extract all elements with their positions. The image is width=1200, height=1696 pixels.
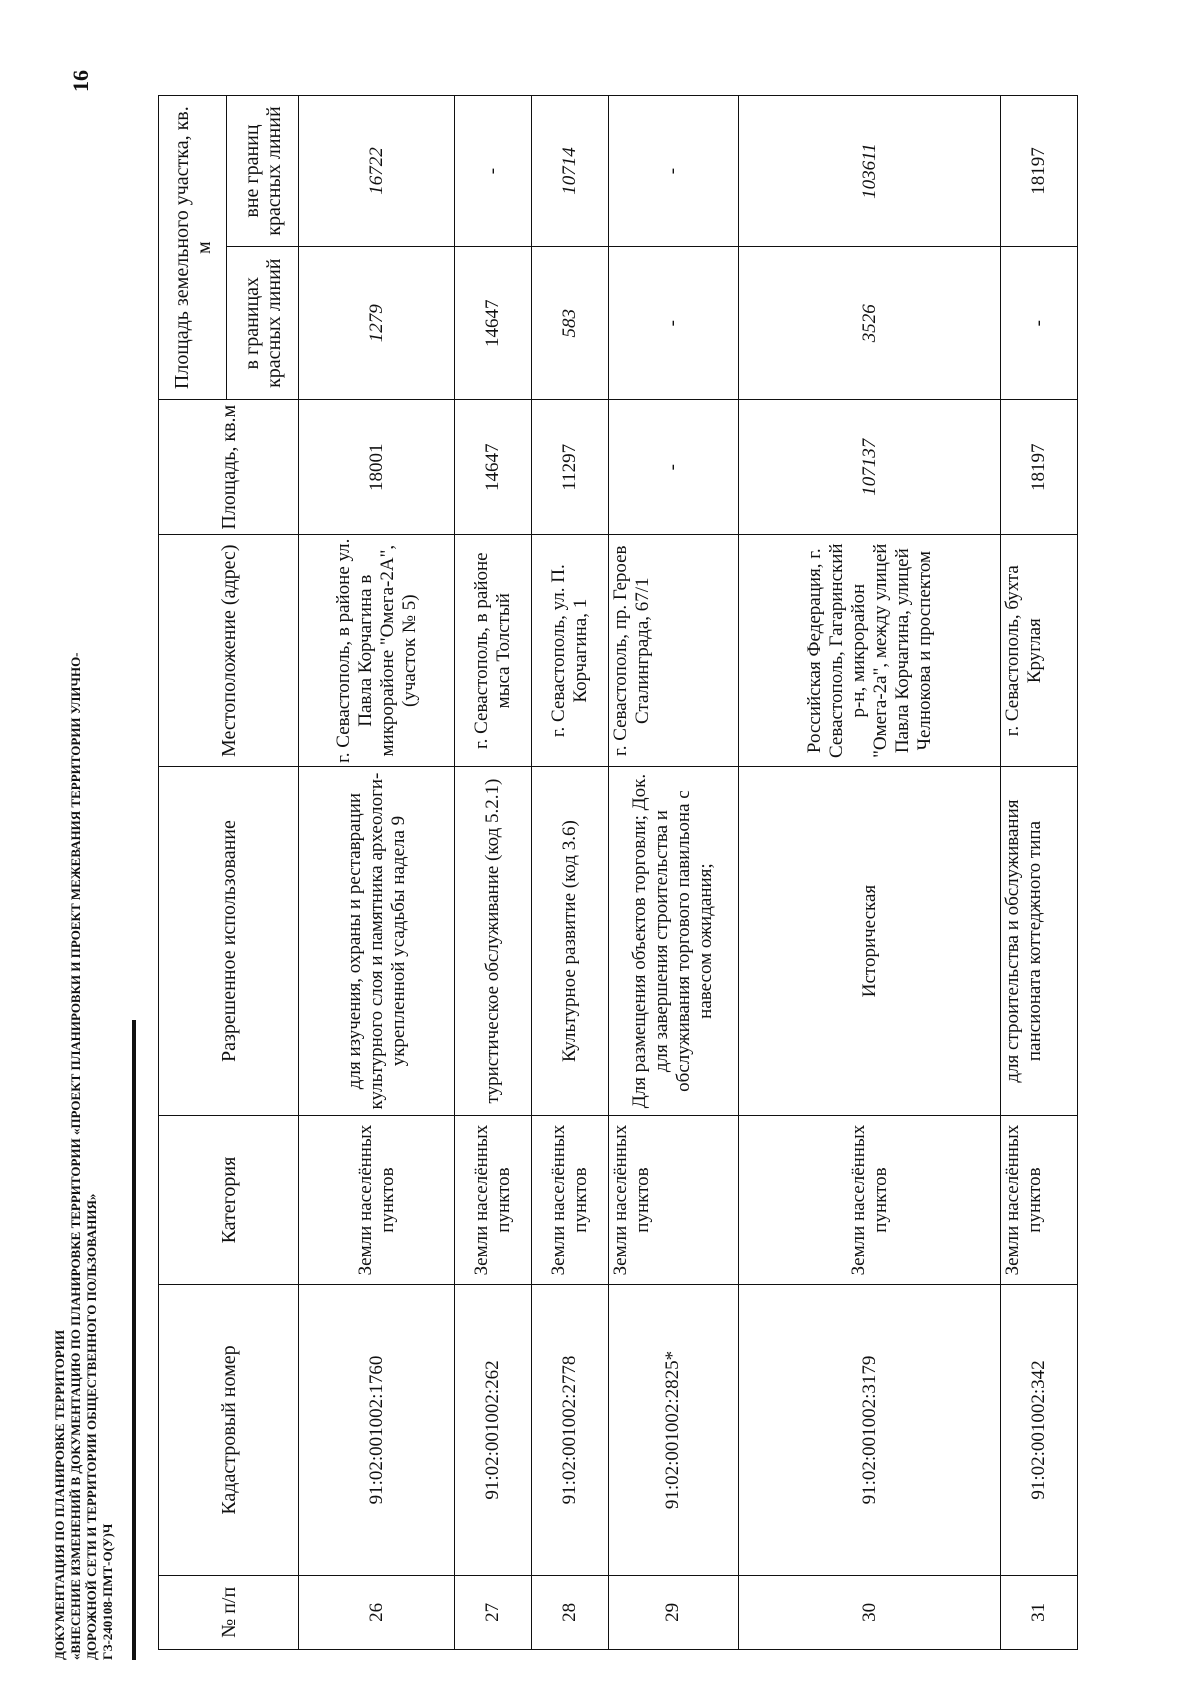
table-row: [455, 96, 532, 1650]
cell-area: 107137: [739, 400, 1001, 535]
cell-usage: туристическое обслуживание (код 5.2.1): [455, 767, 532, 1115]
cell-area: -: [608, 400, 738, 535]
cell-cadastral: 91:02:001002:2825*: [608, 1285, 738, 1575]
cell-location: г. Севастополь, ул. П. Корчагина, 1: [531, 535, 608, 767]
cell-location: г. Севастополь, в районе мыса Толстый: [455, 535, 532, 767]
header-num: № п/п: [159, 1575, 299, 1649]
cell-outside: -: [455, 96, 532, 247]
cell-area: 11297: [531, 400, 608, 535]
cell-usage: Культурное развитие (код 3.6): [531, 767, 608, 1115]
cell-category: Земли населённых пунктов: [739, 1115, 1001, 1285]
header-cadastral: Кадастровый номер: [159, 1285, 299, 1575]
cell-cadastral: 91:02:001002:262: [455, 1285, 532, 1575]
header-category: Категория: [159, 1115, 299, 1285]
cell-category: Земли населённых пунктов: [608, 1115, 738, 1285]
header-plot-area: Площадь земельного участка, кв. м: [159, 96, 227, 400]
cell-category: Земли населённых пунктов: [1001, 1115, 1078, 1285]
cell-cadastral: 91:02:001002:3179: [739, 1285, 1001, 1575]
cell-location: Российская Федерация, г. Севастополь, Гагаринский р-н, микрорайон "Омега-2а", между улицей Павла Корчагина, улицей Челнокова и проспектом: [739, 535, 1001, 767]
cell-outside: 16722: [299, 96, 455, 247]
cell-area: 18001: [299, 400, 455, 535]
header-inside-red-lines: в границах красных линий: [227, 247, 299, 400]
table-row: [739, 96, 1001, 1650]
header-location: Местоположение (адрес): [159, 535, 299, 767]
cell-outside: 10714: [531, 96, 608, 247]
page-number: 16: [68, 70, 93, 92]
cell-usage: Историческая: [739, 767, 1001, 1115]
table-header-row: [159, 96, 227, 1650]
cell-outside: 18197: [1001, 96, 1078, 247]
cell-location: г. Севастополь, в районе ул. Павла Корчагина в микрорайоне "Омега-2А", (участок № 5): [299, 535, 455, 767]
cell-area: 18197: [1001, 400, 1078, 535]
cell-inside: -: [608, 247, 738, 400]
cell-inside: 583: [531, 247, 608, 400]
rotated-content: [50, 70, 1090, 1660]
cell-inside: 3526: [739, 247, 1001, 400]
cell-category: Земли населённых пунктов: [531, 1115, 608, 1285]
cell-num: 29: [608, 1575, 738, 1649]
header-line-3: ДОРОЖНОЙ СЕТИ И ТЕРРИТОРИИ ОБЩЕСТВЕННОГО ПОЛЬЗОВАНИЯ»: [84, 1193, 99, 1660]
cell-cadastral: 91:02:001002:1760: [299, 1285, 455, 1575]
document-header: [52, 652, 116, 1660]
cell-num: 26: [299, 1575, 455, 1649]
cell-num: 28: [531, 1575, 608, 1649]
land-plots-table: [158, 95, 1078, 1650]
cell-inside: 1279: [299, 247, 455, 400]
cell-inside: -: [1001, 247, 1078, 400]
cell-location: г. Севастополь, пр. Героев Сталинграда, 67/1: [608, 535, 738, 767]
cell-area: 14647: [455, 400, 532, 535]
cell-num: 31: [1001, 1575, 1078, 1649]
table-row: [608, 96, 738, 1650]
header-area: Площадь, кв.м: [159, 400, 299, 535]
cell-outside: 103611: [739, 96, 1001, 247]
header-line-2: «ВНЕСЕНИЕ ИЗМЕНЕНИЙ В ДОКУМЕНТАЦИЮ ПО ПЛАНИРОВКЕ ТЕРРИТОРИИ «ПРОЕКТ ПЛАНИРОВКИ И ПРОЕКТ МЕЖЕВАНИЯ ТЕРРИТОРИИ УЛИЧНО-: [68, 652, 83, 1660]
header-divider: [132, 1020, 136, 1660]
header-line-1: ДОКУМЕНТАЦИЯ ПО ПЛАНИРОВКЕ ТЕРРИТОРИИ: [52, 1329, 67, 1660]
cell-num: 27: [455, 1575, 532, 1649]
cell-location: г. Севастополь, бухта Круглая: [1001, 535, 1078, 767]
header-line-4: ГЗ-240108-ПМТ-О(У)Ч: [100, 1523, 115, 1660]
table-row: [531, 96, 608, 1650]
cell-usage: для изучения, охраны и реставрации культурного слоя и памятника археологи-укрепленной усадьбы надела 9: [299, 767, 455, 1115]
table-row: [1001, 96, 1078, 1650]
cell-num: 30: [739, 1575, 1001, 1649]
cell-usage: Для размещения объектов торговли; Док. для завершения строительства и обслуживания торгового павильона с навесом ожидания;: [608, 767, 738, 1115]
cell-outside: -: [608, 96, 738, 247]
header-usage: Разрешенное использование: [159, 767, 299, 1115]
cell-usage: для строительства и обслуживания пансионата коттеджного типа: [1001, 767, 1078, 1115]
cell-category: Земли населённых пунктов: [299, 1115, 455, 1285]
cell-category: Земли населённых пунктов: [455, 1115, 532, 1285]
cell-cadastral: 91:02:001002:2778: [531, 1285, 608, 1575]
header-outside-red-lines: вне границ красных линий: [227, 96, 299, 247]
cell-inside: 14647: [455, 247, 532, 400]
table-row: [299, 96, 455, 1650]
cell-cadastral: 91:02:001002:342: [1001, 1285, 1078, 1575]
